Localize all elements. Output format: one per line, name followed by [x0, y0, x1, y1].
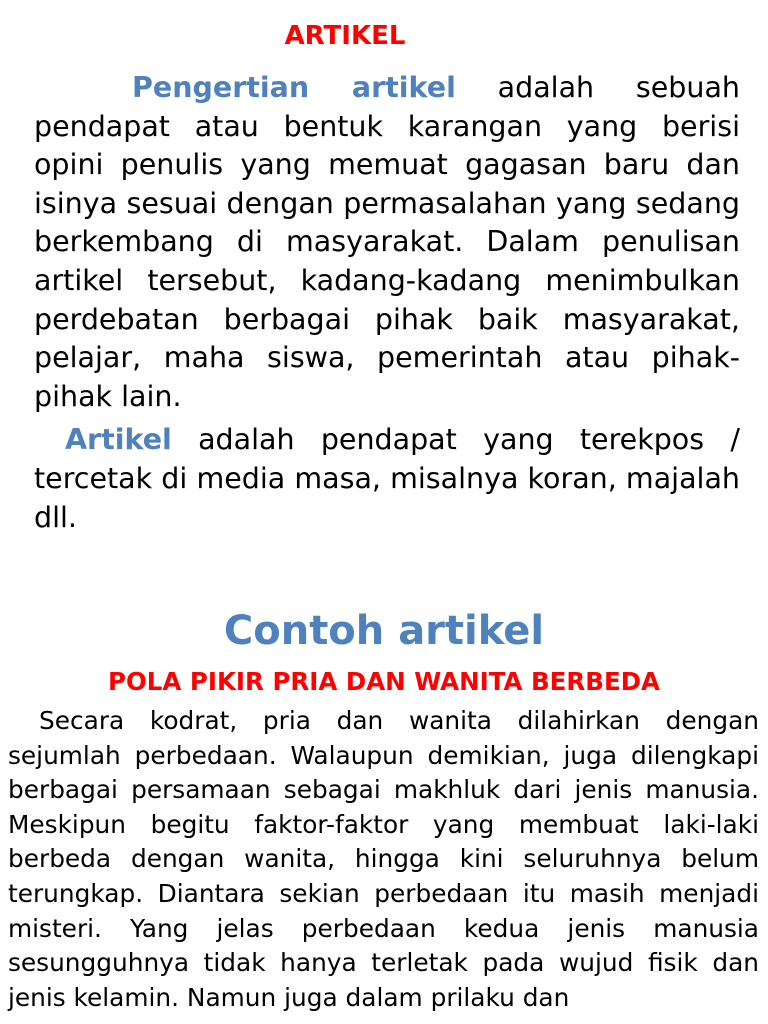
definition-term-2: Artikel [65, 423, 172, 456]
definition-paragraph-2 [34, 420, 740, 537]
page-title: ARTIKEL [284, 21, 406, 51]
definition-text: adalah sebuah pendapat atau bentuk karangan yang berisi opini penulis yang memuat gagasan baru dan isinya sesuai dengan permasalahan yang sedang berkembang di masyarakat. Dalam penulisan artikel tersebut, kadang-kadang menimbulkan perdebatan berbagai pihak baik masyarakat, pelajar, maha siswa, pemerintah atau pihak-pihak lain. [34, 71, 740, 413]
example-heading: Contoh artikel [223, 608, 545, 654]
article-title: POLA PIKIR PRIA DAN WANITA BERBEDA [107, 667, 660, 696]
definition-paragraph [34, 69, 740, 416]
article-body: Secara kodrat, pria dan wanita dilahirkan dengan sejumlah perbedaan. Walaupun demikian, juga dilengkapi berbagai persamaan sebagai makhluk dari jenis manusia. Meskipun begitu faktor-faktor yang membuat laki-laki berbeda dengan wanita, hingga kini seluruhnya belum terungkap. Diantara sekian perbedaan itu masih menjadi misteri. Yang jelas perbedaan kedua jenis manusia sesungguhnya tidak hanya terletak pada wujud fisik dan jenis kelamin. Namun juga dalam prilaku dan [8, 706, 759, 1012]
definition-text-2: adalah pendapat yang terekpos / tercetak di media masa, misalnya koran, majalah dll. [34, 423, 740, 534]
definition-term: Pengertian artikel [132, 71, 456, 104]
